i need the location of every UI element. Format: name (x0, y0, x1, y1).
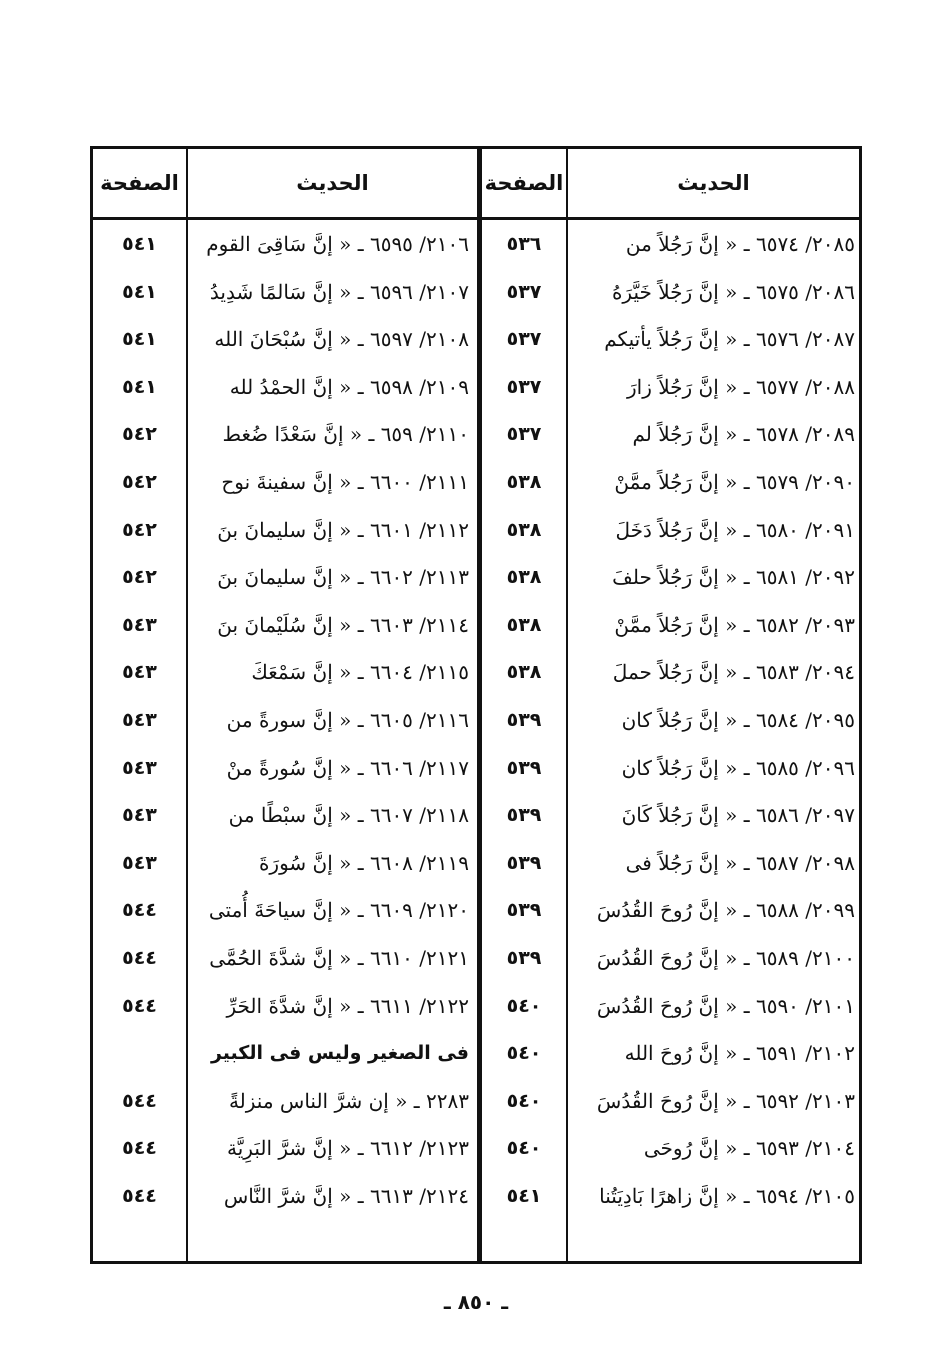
left-hadith-entry: ٢٢٨٣ ـ « إن شرَّ الناس منزلةً (228, 1088, 469, 1113)
left-hadith-entry: ٢١١١/ ٦٦٠٠ ـ « إنَّ سفينةَ نوح (221, 470, 469, 494)
right-hadith-entry: ٢١٠١/ ٦٥٩٠ ـ « إنَّ رُوحَ القُدُسَ (596, 993, 855, 1018)
left-hadith-entry: ٢١٢٤/ ٦٦١٣ ـ « إنَّ شرَّ النَّاس (223, 1184, 469, 1208)
left-page-ref: ٥٤٣ (122, 613, 157, 636)
right-hadith-entry: ٢٠٩٦/ ٦٥٨٥ ـ « إنَّ رَجُلاً كان (621, 755, 855, 780)
right-hadith-entry: ٢٠٨٧/ ٦٥٧٦ ـ « إنَّ رَجُلاً يأتيكم (604, 327, 855, 352)
right-page-ref: ٥٣٩ (506, 899, 542, 922)
column-divider (477, 149, 482, 1261)
left-section-heading: فى الصغير وليس فى الكبير (210, 1042, 469, 1065)
left-page-ref: ٥٤١ (122, 233, 157, 255)
left-page-ref: ٥٤٤ (122, 899, 157, 922)
right-page-ref: ٥٤٠ (506, 994, 542, 1017)
left-page-ref: ٥٤١ (122, 328, 157, 351)
left-page-ref: ٥٤٤ (122, 1089, 157, 1112)
left-page-ref: ٥٤٤ (122, 1185, 157, 1207)
left-page-ref: ٥٤٤ (122, 947, 157, 969)
right-page-ref: ٥٤٠ (506, 1089, 542, 1112)
left-hadith-entry: ٢١١٢/ ٦٦٠١ ـ « إنَّ سليمانَ بنَ (217, 517, 469, 542)
left-hadith-entry: ٢١١٤/ ٦٦٠٣ ـ « إنَّ سُلَيْمانَ بنَ (217, 612, 469, 637)
right-hadith-entry: ٢٠٨٥/ ٦٥٧٤ ـ « إنَّ رَجُلاً من (625, 232, 855, 256)
right-hadith-header: الحديث (677, 171, 750, 195)
right-hadith-entry: ٢٠٩٢/ ٦٥٨١ ـ « إنَّ رَجُلاً حلفَ (612, 565, 855, 590)
right-page-ref: ٥٣٦ (506, 233, 542, 255)
left-hadith-entry: ٢١٢٢/ ٦٦١١ ـ « إنَّ شدَّةَ الحَرِّ (226, 993, 469, 1018)
right-page-ref: ٥٣٩ (506, 947, 542, 969)
right-page-ref: ٥٣٩ (506, 756, 542, 779)
left-page-ref: ٥٤٣ (122, 709, 157, 731)
right-hadith-entry: ٢٠٩٧/ ٦٥٨٦ ـ « إنَّ رَجُلاً كَانَ (621, 803, 855, 828)
left-page-ref: ٥٤٣ (122, 804, 157, 827)
column-divider (186, 149, 188, 1261)
right-page-ref: ٥٣٩ (506, 709, 542, 731)
left-hadith-entry: ٢١١٣/ ٦٦٠٢ ـ « إنَّ سليمانَ بنَ (217, 565, 469, 590)
right-hadith-entry: ٢٠٨٨/ ٦٥٧٧ ـ « إنَّ رَجُلاً زارَ (626, 374, 855, 399)
right-page-ref: ٥٤١ (506, 1185, 542, 1207)
left-hadith-entry: ٢١٢١/ ٦٦١٠ ـ « إنَّ شدَّةَ الحُمَّى (209, 946, 469, 970)
left-page-header: الصفحة (100, 171, 179, 195)
left-page-ref: ٥٤٢ (122, 471, 157, 493)
right-page-ref: ٥٣٧ (506, 280, 542, 303)
left-page-ref: ٥٤٤ (122, 1137, 157, 1160)
left-page-ref: ٥٤٣ (122, 851, 157, 874)
header-divider (93, 217, 859, 220)
right-hadith-entry: ٢٠٩٥/ ٦٥٨٤ ـ « إنَّ رَجُلاً كان (621, 708, 855, 732)
right-hadith-entry: ٢٠٩٤/ ٦٥٨٣ ـ « إنَّ رَجُلاً حملَ (612, 660, 855, 685)
right-page-ref: ٥٣٧ (506, 375, 542, 398)
right-page-ref: ٥٤٠ (506, 1042, 542, 1065)
page-number: ـ ٨٥٠ ـ (443, 1290, 509, 1314)
right-hadith-entry: ٢٠٩٣/ ٦٥٨٢ ـ « إنَّ رَجُلاً ممَّنْ (614, 612, 855, 637)
right-hadith-entry: ٢١٠٣/ ٦٥٩٢ ـ « إنَّ رُوحَ القُدُسَ (596, 1088, 855, 1113)
right-hadith-entry: ٢١٠٠/ ٦٥٨٩ ـ « إنَّ رُوحَ القُدُسَ (596, 946, 855, 970)
right-page-ref: ٥٣٩ (506, 851, 542, 874)
left-page-ref: ٥٤٢ (122, 566, 157, 589)
left-hadith-entry: ٢١٠٦/ ٦٥٩٥ ـ « إنَّ سَاقِىَ القوم (206, 232, 469, 256)
right-hadith-entry: ٢٠٩٠/ ٦٥٧٩ ـ « إنَّ رَجُلاً ممَّنْ (614, 470, 855, 494)
column-divider (566, 149, 568, 1261)
right-page-ref: ٥٣٨ (506, 566, 542, 589)
left-hadith-entry: ٢١١٨/ ٦٦٠٧ ـ « إنَّ سبْطًا من (228, 803, 469, 828)
right-hadith-entry: ٢٠٩٨/ ٦٥٨٧ ـ « إنَّ رَجُلاً فى (625, 850, 855, 875)
left-hadith-entry: ٢١٠٨/ ٦٥٩٧ ـ « إنَّ سُبْحَانَ الله (214, 327, 469, 352)
right-page-ref: ٥٣٧ (506, 328, 542, 351)
right-page-ref: ٥٣٨ (506, 661, 542, 684)
right-page-ref: ٥٣٨ (506, 613, 542, 636)
right-hadith-entry: ٢١٠٢/ ٦٥٩١ ـ « إنَّ رُوحَ الله (624, 1041, 855, 1066)
left-page-ref: ٥٤٢ (122, 518, 157, 541)
left-hadith-entry: ٢١١٠/ ٦٥٩ ـ « إنَّ سَعْدًا ضُغط (222, 422, 469, 447)
left-hadith-entry: ٢١٠٧/ ٦٥٩٦ ـ « إنَّ سَالمًا شَدِيدُ (209, 279, 469, 304)
right-page-ref: ٥٤٠ (506, 1137, 542, 1160)
right-hadith-entry: ٢١٠٤/ ٦٥٩٣ ـ « إنَّ رُوحَى (643, 1136, 855, 1161)
left-hadith-entry: ٢١١٩/ ٦٦٠٨ ـ « إنَّ سُورَةَ (258, 850, 469, 875)
left-hadith-entry: ٢١١٦/ ٦٦٠٥ ـ « إنَّ سورةً من (226, 708, 469, 732)
left-page-ref: ٥٤١ (122, 375, 157, 398)
left-page-ref: ٥٤٣ (122, 661, 157, 684)
right-page-ref: ٥٣٨ (506, 471, 542, 493)
left-page-ref: ٥٤٢ (122, 423, 157, 446)
left-hadith-entry: ٢١١٧/ ٦٦٠٦ ـ « إنَّ سُورةً منْ (226, 755, 469, 780)
left-hadith-entry: ٢١٠٩/ ٦٥٩٨ ـ « إنَّ الحمْدُ لله (229, 374, 469, 399)
left-hadith-entry: ٢١٢٣/ ٦٦١٢ ـ « إنَّ شرَّ البَرِيَّة (227, 1136, 469, 1161)
left-page-ref: ٥٤١ (122, 280, 157, 303)
right-page-ref: ٥٣٨ (506, 518, 542, 541)
left-hadith-entry: ٢١١٥/ ٦٦٠٤ ـ « إنَّ سَمْعَكَ (251, 660, 469, 685)
left-hadith-header: الحديث (296, 171, 369, 195)
right-hadith-entry: ٢٠٨٩/ ٦٥٧٨ ـ « إنَّ رَجُلاً لم (632, 422, 855, 447)
left-page-ref: ٥٤٣ (122, 756, 157, 779)
right-page-ref: ٥٣٧ (506, 423, 542, 446)
left-page-ref: ٥٤٤ (122, 994, 157, 1017)
index-table (90, 146, 862, 1264)
right-hadith-entry: ٢٠٩١/ ٦٥٨٠ ـ « إنَّ رَجُلاً دَخَلَ (615, 517, 855, 542)
left-hadith-entry: ٢١٢٠/ ٦٦٠٩ ـ « إنَّ سياحَةَ أُمتى (208, 898, 469, 923)
right-page-header: الصفحة (484, 171, 564, 195)
right-hadith-entry: ٢٠٩٩/ ٦٥٨٨ ـ « إنَّ رُوحَ القُدُسَ (596, 898, 855, 923)
right-page-ref: ٥٣٩ (506, 804, 542, 827)
right-hadith-entry: ٢١٠٥/ ٦٥٩٤ ـ « إنَّ زاهرًا بَادِيَتُنا (599, 1184, 855, 1208)
right-hadith-entry: ٢٠٨٦/ ٦٥٧٥ ـ « إنَّ رَجُلاً خَيَّرَهُ (611, 279, 855, 304)
